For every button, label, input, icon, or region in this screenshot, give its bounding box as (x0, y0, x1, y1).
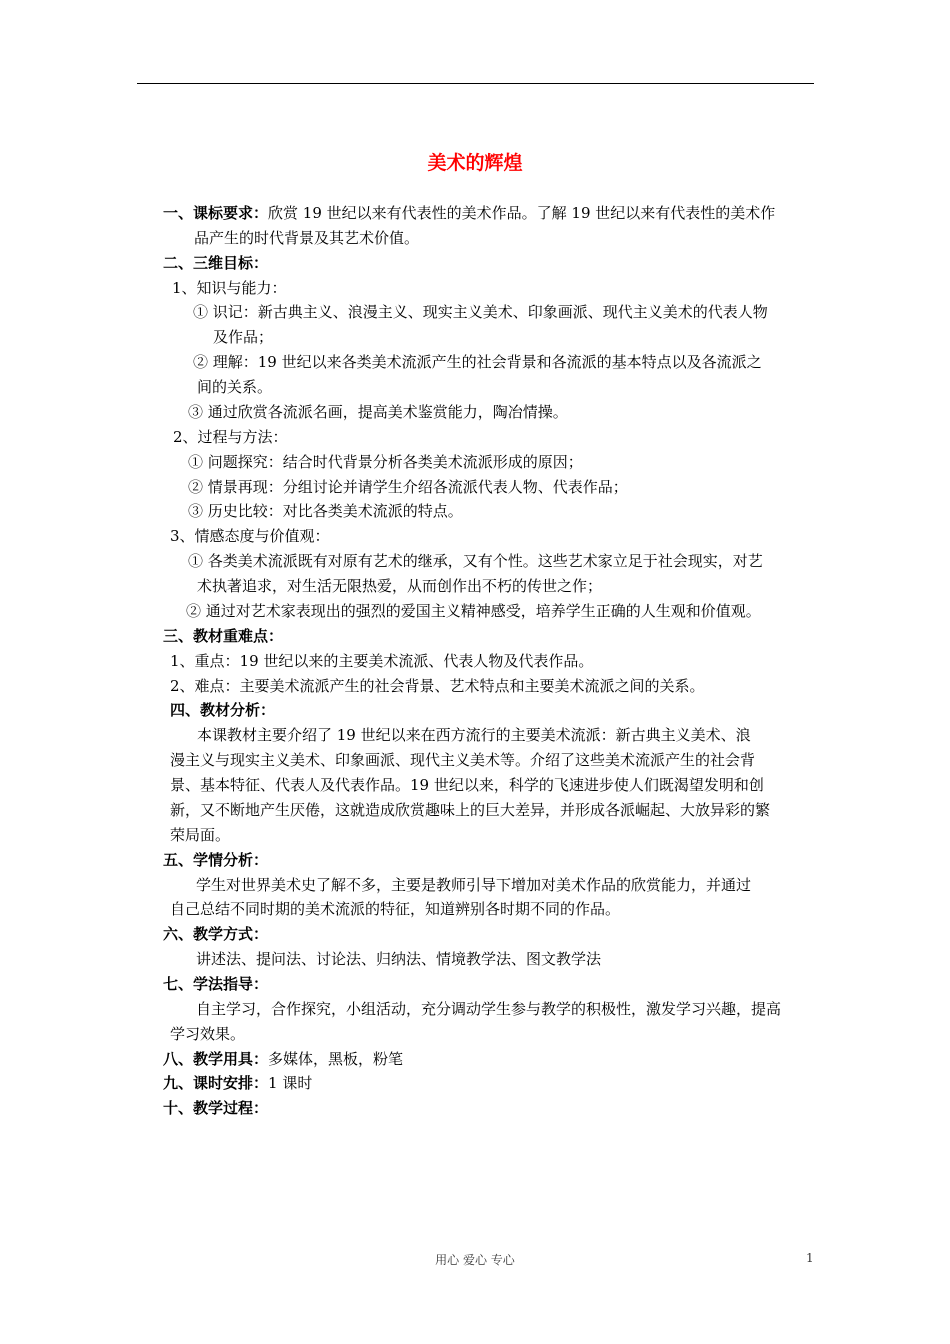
section-1-text-cont: 品产生的时代背景及其艺术价值。 (194, 229, 420, 247)
section-5-heading: 五、学情分析： (163, 851, 269, 869)
list-item: ① 各类美术流派既有对原有艺术的继承，又有个性。这些艺术家立足于社会现实，对艺 (188, 552, 763, 570)
paragraph-line: 荣局面。 (170, 826, 231, 844)
list-item-cont: 术执著追求，对生活无限热爱，从而创作出不朽的传世之作； (197, 577, 603, 595)
paragraph-line: 景、基本特征、代表人及代表作品。19 世纪以来，科学的飞速进步使人们既渴望发明和创 (170, 776, 764, 794)
list-item: ② 情景再现：分组讨论并请学生介绍各流派代表人物、代表作品； (188, 478, 628, 496)
subsection-2-3: 3、情感态度与价值观： (170, 527, 330, 545)
list-item-cont: 间的关系。 (197, 378, 273, 396)
section-8-heading: 八、教学用具： (163, 1050, 269, 1068)
list-item: ② 通过对艺术家表现出的强烈的爱国主义精神感受，培养学生正确的人生观和价值观。 (186, 602, 761, 620)
section-7-heading: 七、学法指导： (163, 975, 269, 993)
paragraph-line: 学习效果。 (170, 1025, 246, 1043)
list-item: ② 理解：19 世纪以来各类美术流派产生的社会背景和各流派的基本特点以及各流派之 (193, 353, 762, 371)
list-item: ① 识记：新古典主义、浪漫主义、现实主义美术、印象画派、现代主义美术的代表人物 (193, 303, 768, 321)
section-9-heading: 九、课时安排： (163, 1074, 269, 1092)
paragraph-line: 自主学习，合作探究，小组活动，充分调动学生参与教学的积极性，激发学习兴趣，提高 (196, 1000, 782, 1018)
section-3-heading: 三、教材重难点： (163, 627, 284, 645)
section-1-heading: 一、课标要求： (163, 204, 269, 222)
section-1 (163, 203, 775, 223)
section-1-text: 欣赏 19 世纪以来有代表性的美术作品。了解 19 世纪以来有代表性的美术作 (268, 204, 776, 222)
page-number: 1 (806, 1251, 814, 1265)
key-point: 1、重点：19 世纪以来的主要美术流派、代表人物及代表作品。 (170, 652, 594, 670)
document-title: 美术的辉煌 (427, 152, 523, 174)
list-item: ③ 通过欣赏各流派名画，提高美术鉴赏能力，陶冶情操。 (188, 403, 568, 421)
list-item: ① 问题探究：结合时代背景分析各类美术流派形成的原因； (188, 453, 583, 471)
paragraph-line: 学生对世界美术史了解不多，主要是教师引导下增加对美术作品的欣赏能力，并通过 (196, 876, 752, 894)
section-4-heading: 四、教材分析： (170, 701, 276, 719)
header-rule (137, 83, 814, 84)
section-9 (163, 1073, 312, 1093)
paragraph-line: 新，又不断地产生厌倦，这就造成欣赏趣味上的巨大差异，并形成各派崛起、大放异彩的繁 (170, 801, 771, 819)
section-9-text: 1 课时 (268, 1074, 313, 1092)
subsection-2-1: 1、知识与能力： (172, 279, 287, 297)
difficult-point: 2、难点：主要美术流派产生的社会背景、艺术特点和主要美术流派之间的关系。 (170, 677, 705, 695)
list-item-cont: 及作品； (213, 328, 274, 346)
paragraph-line: 自己总结不同时期的美术流派的特征，知道辨别各时期不同的作品。 (170, 900, 621, 918)
paragraph-line: 讲述法、提问法、讨论法、归纳法、情境教学法、图文教学法 (196, 950, 602, 968)
section-2-heading: 二、三维目标： (163, 254, 269, 272)
subsection-2-2: 2、过程与方法： (173, 428, 288, 446)
paragraph-line: 本课教材主要介绍了 19 世纪以来在西方流行的主要美术流派：新古典主义美术、浪 (197, 726, 751, 744)
list-item: ③ 历史比较：对比各类美术流派的特点。 (188, 502, 463, 520)
paragraph-line: 漫主义与现实主义美术、印象画派、现代主义美术等。介绍了这些美术流派产生的社会背 (170, 751, 756, 769)
section-6-heading: 六、教学方式： (163, 925, 269, 943)
footer-text: 用心 爱心 专心 (435, 1253, 515, 1267)
section-8 (163, 1049, 403, 1069)
section-8-text: 多媒体，黑板，粉笔 (268, 1050, 404, 1068)
section-10-heading: 十、教学过程： (163, 1099, 269, 1117)
